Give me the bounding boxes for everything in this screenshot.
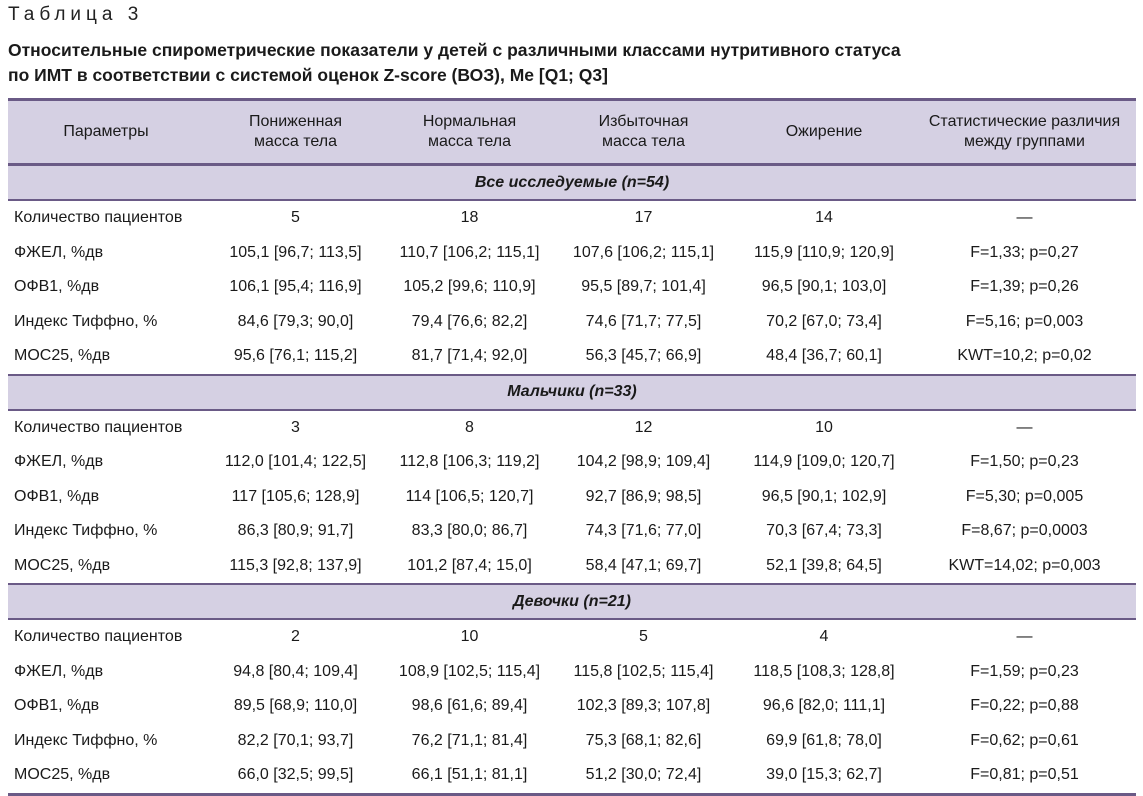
value-cell: 5 — [639, 628, 648, 646]
value-cell: 106,1 [95,4; 116,9] — [229, 278, 362, 296]
header-excess-weight: Избыточная масса тела — [552, 100, 735, 165]
title-line-2: по ИМТ в соответствии с системой оценок Z-score (ВОЗ), Me [Q1; Q3] — [8, 65, 608, 85]
value-cell: 69,9 [61,8; 78,0] — [766, 731, 882, 749]
value-cell: 84,6 [79,3; 90,0] — [237, 312, 354, 330]
value-cell: 115,3 [92,8; 137,9] — [229, 556, 362, 574]
param-name-cell: МОС25, %дв — [14, 556, 111, 574]
table-caption: Таблица 3 — [8, 4, 144, 25]
value-cell: 92,7 [86,9; 98,5] — [585, 487, 702, 505]
group-title: Мальчики (n=33) — [8, 375, 1136, 410]
value-cell: 105,1 [96,7; 113,5] — [229, 243, 362, 261]
value-cell: 101,2 [87,4; 15,0] — [407, 556, 532, 574]
title-line-1: Относительные спирометрические показатели у детей с различными классами нутритивного статуса — [8, 40, 901, 60]
param-name-cell: ФЖЕЛ, %дв — [14, 662, 104, 680]
group-title: Девочки (n=21) — [8, 584, 1136, 619]
table-row — [8, 549, 1136, 585]
value-cell: 117 [105,6; 128,9] — [231, 487, 360, 505]
value-cell: 82,2 [70,1; 93,7] — [237, 731, 354, 749]
table-row — [8, 514, 1136, 549]
table-row — [8, 445, 1136, 480]
group-header-row — [8, 584, 1136, 619]
value-cell: 75,3 [68,1; 82,6] — [585, 731, 702, 749]
value-cell: 115,8 [102,5; 115,4] — [573, 662, 714, 680]
value-cell: 66,1 [51,1; 81,1] — [387, 758, 552, 794]
param-name-cell: МОС25, %дв — [14, 347, 111, 365]
value-cell: 17 — [634, 209, 653, 227]
value-cell: 96,5 [90,1; 102,9] — [761, 487, 887, 505]
value-cell: 12 — [634, 418, 653, 436]
value-cell: 3 — [291, 418, 300, 436]
value-cell: 108,9 [102,5; 115,4] — [398, 662, 541, 680]
header-low-weight: Пониженная масса тела — [204, 100, 387, 165]
value-cell: 94,8 [80,4; 109,4] — [233, 662, 358, 680]
header-obesity: Ожирение — [735, 100, 913, 165]
value-cell: KWT=10,2; p=0,02 — [957, 347, 1092, 365]
value-cell: 51,2 [30,0; 72,4] — [552, 758, 735, 794]
table-row — [8, 619, 1136, 655]
value-cell: F=1,33; p=0,27 — [970, 243, 1079, 261]
param-name-cell: Количество пациентов — [14, 418, 183, 436]
value-cell: 115,9 [110,9; 120,9] — [754, 243, 894, 261]
value-cell: 89,5 [68,9; 110,0] — [233, 697, 358, 715]
header-normal-weight: Нормальная масса тела — [387, 100, 552, 165]
value-cell: 14 — [815, 209, 833, 227]
param-name-cell: Индекс Тиффно, % — [14, 731, 158, 749]
value-cell: 118,5 [108,3; 128,8] — [753, 662, 895, 680]
table-row — [8, 655, 1136, 690]
value-cell: F=5,16; p=0,003 — [965, 312, 1084, 330]
param-name-cell: ОФВ1, %дв — [14, 487, 100, 505]
value-cell: 56,3 [45,7; 66,9] — [585, 347, 702, 365]
value-cell: 52,1 [39,8; 64,5] — [766, 556, 882, 574]
group-header-row — [8, 375, 1136, 410]
value-cell: F=8,67; p=0,0003 — [961, 522, 1088, 540]
value-cell: F=1,59; p=0,23 — [970, 662, 1079, 680]
param-name-cell: Количество пациентов — [14, 628, 183, 646]
value-cell: 96,5 [90,1; 103,0] — [761, 278, 887, 296]
value-cell: 96,6 [82,0; 111,1] — [762, 697, 886, 715]
value-cell: 95,5 [89,7; 101,4] — [581, 278, 706, 296]
value-cell: 81,7 [71,4; 92,0] — [411, 347, 528, 365]
value-cell: F=0,22; p=0,88 — [970, 697, 1079, 715]
table-row — [8, 305, 1136, 340]
value-cell: 2 — [291, 628, 300, 646]
value-cell: KWT=14,02; p=0,003 — [948, 556, 1101, 574]
param-name-cell: ОФВ1, %дв — [14, 697, 100, 715]
param-name-cell: Индекс Тиффно, % — [14, 522, 158, 540]
table-row — [8, 724, 1136, 759]
value-cell: — — [1016, 628, 1033, 646]
table-row — [8, 270, 1136, 305]
table-row — [8, 339, 1136, 375]
value-cell: 70,3 [67,4; 73,3] — [766, 522, 882, 540]
value-cell: 86,3 [80,9; 91,7] — [237, 522, 354, 540]
param-name-cell: МОС25, %дв — [8, 758, 204, 794]
table-row — [8, 689, 1136, 724]
value-cell: — — [1016, 418, 1033, 436]
param-name-cell: Количество пациентов — [14, 209, 183, 227]
value-cell: F=0,81; p=0,51 — [913, 758, 1136, 794]
value-cell: 66,0 [32,5; 99,5] — [204, 758, 387, 794]
value-cell: 112,8 [106,3; 119,2] — [399, 453, 540, 471]
value-cell: 74,6 [71,7; 77,5] — [585, 312, 702, 330]
value-cell: 18 — [460, 209, 479, 227]
value-cell: — — [1016, 209, 1033, 227]
table-row — [8, 480, 1136, 515]
value-cell: F=1,50; p=0,23 — [970, 453, 1079, 471]
value-cell: 95,6 [76,1; 115,2] — [233, 347, 358, 365]
value-cell: 114 [106,5; 120,7] — [405, 487, 534, 505]
table-title — [8, 38, 1128, 88]
value-cell: 58,4 [47,1; 69,7] — [585, 556, 702, 574]
value-cell: 76,2 [71,1; 81,4] — [411, 731, 528, 749]
value-cell: 107,6 [106,2; 115,1] — [572, 243, 715, 261]
group-header-row — [8, 165, 1136, 201]
header-statistics: Статистические различия между группами — [913, 100, 1136, 165]
value-cell: 39,0 [15,3; 62,7] — [735, 758, 913, 794]
table-row — [8, 200, 1136, 236]
table-row — [8, 410, 1136, 446]
value-cell: 48,4 [36,7; 60,1] — [766, 347, 882, 365]
spirometry-table — [8, 98, 1136, 796]
value-cell: 110,7 [106,2; 115,1] — [399, 243, 540, 261]
value-cell: 98,6 [61,6; 89,4] — [411, 697, 528, 715]
table-body — [8, 165, 1136, 795]
value-cell: 83,3 [80,0; 86,7] — [411, 522, 528, 540]
value-cell: 79,4 [76,6; 82,2] — [411, 312, 528, 330]
param-name-cell: ФЖЕЛ, %дв — [14, 453, 104, 471]
table-row — [8, 236, 1136, 271]
value-cell: 4 — [819, 628, 829, 646]
param-name-cell: Индекс Тиффно, % — [14, 312, 158, 330]
value-cell: 102,3 [89,3; 107,8] — [576, 697, 711, 715]
value-cell: F=1,39; p=0,26 — [970, 278, 1079, 296]
value-cell: 10 — [815, 418, 833, 436]
group-title: Все исследуемые (n=54) — [8, 165, 1136, 201]
param-name-cell: ОФВ1, %дв — [14, 278, 100, 296]
header-params: Параметры — [8, 100, 204, 165]
value-cell: 105,2 [99,6; 110,9] — [403, 278, 536, 296]
param-name-cell: ФЖЕЛ, %дв — [14, 243, 104, 261]
value-cell: 5 — [291, 209, 300, 227]
value-cell: 74,3 [71,6; 77,0] — [585, 522, 702, 540]
value-cell: F=0,62; p=0,61 — [970, 731, 1079, 749]
header-row — [8, 100, 1136, 165]
value-cell: 104,2 [98,9; 109,4] — [576, 453, 711, 471]
value-cell: 112,0 [101,4; 122,5] — [224, 453, 367, 471]
value-cell: 70,2 [67,0; 73,4] — [766, 312, 882, 330]
value-cell: 114,9 [109,0; 120,7] — [753, 453, 895, 471]
value-cell: 10 — [460, 628, 479, 646]
value-cell: 8 — [465, 418, 474, 436]
table-row — [8, 758, 1136, 794]
value-cell: F=5,30; p=0,005 — [965, 487, 1084, 505]
